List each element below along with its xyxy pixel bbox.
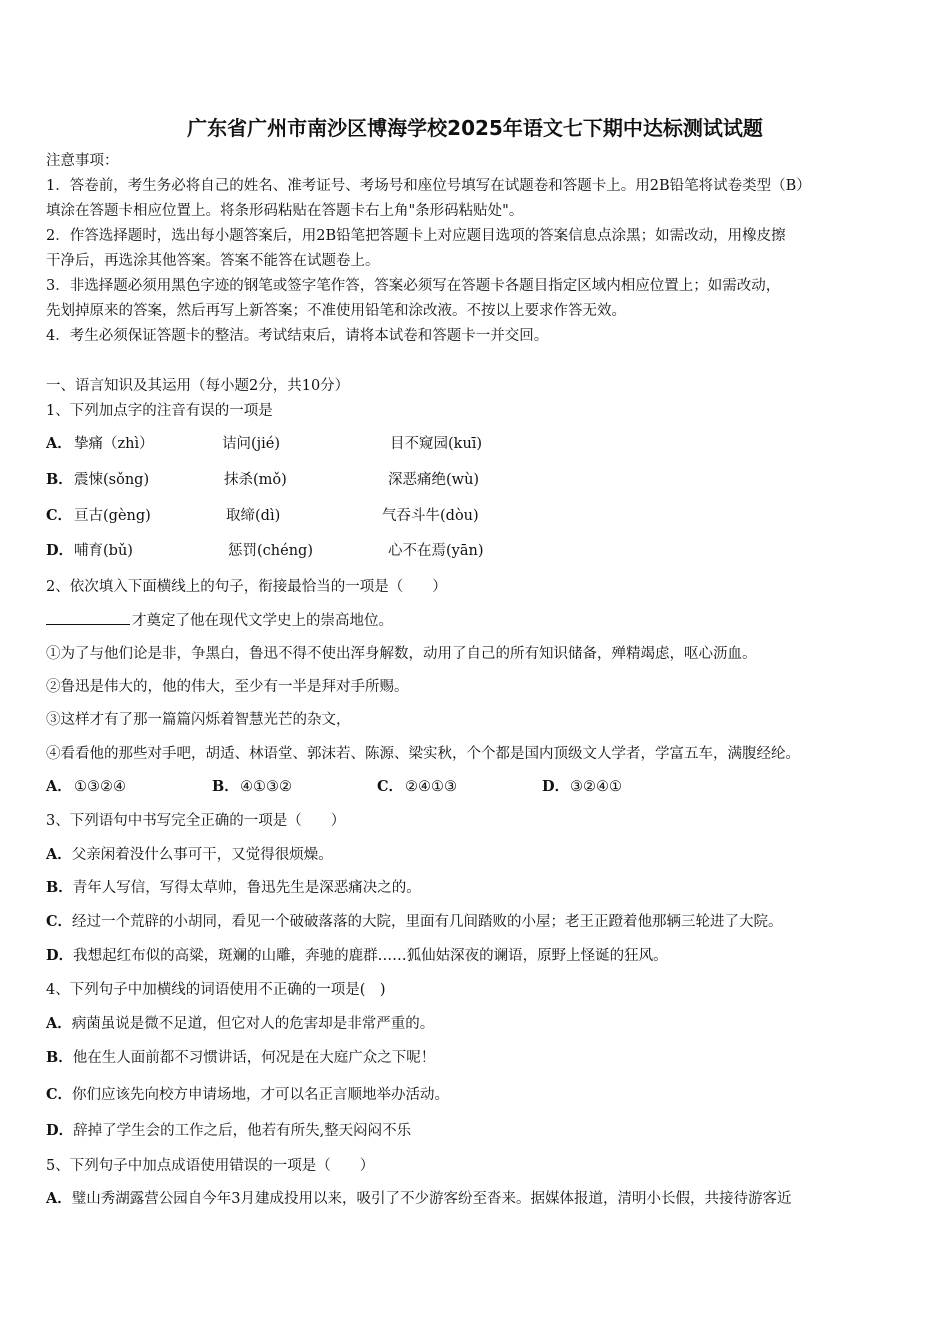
notice-line: 1．答卷前，考生务必将自己的姓名、准考证号、考场号和座位号填写在试题卷和答题卡上。用2B铅笔将试卷类型（B）: [46, 178, 811, 194]
answer-blank: [46, 610, 130, 625]
question-2-blank-line: 才奠定了他在现代文学史上的崇高地位。: [46, 610, 393, 631]
question-3-option-c: C．经过一个荒辟的小胡同，看见一个破破落落的大院，里面有几间踏败的小屋；老王正蹬着他那辆三轮进了大院。: [46, 913, 783, 930]
section-heading: 一、语言知识及其运用（每小题2分，共10分）: [46, 378, 350, 394]
notice-line: 3．非选择题必须用黑色字迹的钢笔或签字笔作答，答案必须写在答题卡各题目指定区域内相应位置上；如需改动，: [46, 278, 781, 294]
question-2-sentence: ①为了与他们论是非，争黑白，鲁迅不得不使出浑身解数，动用了自己的所有知识储备，殚精竭虑，呕心沥血。: [46, 646, 757, 662]
question-3-stem: 3、下列语句中书写完全正确的一项是（ ）: [46, 813, 346, 829]
notice-line: 2．作答选择题时，选出每小题答案后，用2B铅笔把答题卡上对应题目选项的答案信息点涂黑；如需改动，用橡皮擦: [46, 228, 786, 244]
question-5-option-a: A．璧山秀湖露营公园自今年3月建成投用以来，吸引了不少游客纷至沓来。据媒体报道，清明小长假，共接待游客近: [46, 1190, 792, 1207]
question-2-stem: 2、依次填入下面横线上的句子，衔接最恰当的一项是（ ）: [46, 579, 447, 595]
question-4-option-b: B．他在生人面前都不习惯讲话，何况是在大庭广众之下呢！: [46, 1049, 436, 1066]
notice-line: 4．考生必须保证答题卡的整洁。考试结束后，请将本试卷和答题卡一并交回。: [46, 328, 549, 344]
notice-line: 先划掉原来的答案，然后再写上新答案；不准使用铅笔和涂改液。不按以上要求作答无效。: [46, 303, 626, 319]
notice-line: 干净后，再选涂其他答案。答案不能答在试题卷上。: [46, 253, 380, 269]
question-2-sentence: ③这样才有了那一篇篇闪烁着智慧光芒的杂文，: [46, 712, 351, 728]
question-4-stem: 4、下列句子中加横线的词语使用不正确的一项是( ): [46, 982, 386, 998]
question-3-option-b: B．青年人写信，写得太草帅，鲁迅先生是深恶痛决之的。: [46, 879, 421, 896]
question-2-sentence: ④看看他的那些对手吧，胡适、林语堂、郭沫若、陈源、梁实秋，个个都是国内顶级文人学者，学富五车，满腹经纶。: [46, 746, 800, 762]
exam-page: 广东省广州市南沙区博海学校2025年语文七下期中达标测试试题 注意事项： 1．答卷前，考生务必将自己的姓名、准考证号、考场号和座位号填写在试题卷和答题卡上。用2B铅笔将试卷类型（B） 填涂在答题卡相应位置上。将条形码粘贴在答题卡右上角"条形码粘贴处"。 2．作答选择题时，选出每小题答案后，用2B铅笔把答题卡上对应题目选项的答案信息点涂黑；如需改动，用橡皮擦 干净后，再选涂其他答案。答案不能答在试题卷上。 3．非选择题必须用黑色字迹的钢笔或签字笔作答，答案必须写在答题卡各题目指定区域内相应位置上；如需改动， 先划掉原来的答案，然后再写上新答案；不准使用铅笔和涂改液。不按以上要求作答无效。 4．考生必须保证答题卡的整洁。考试结束后，请将本试卷和答题卡一并交回。 一、语言知识及其运用（每小题2分，共10分） 1、下列加点字的注音有误的一项是 A． 挚痛（zhì） 诘问(jié) 目不窥园(kuī) B． 震悚(sǒng) 抹杀(mǒ) 深恶痛绝(wù) C． 亘古(gèng) 取缔(dì) 气吞斗牛(dòu) D． 哺育(bǔ) 惩罚(chéng) 心不在焉(yān) 2、依次填入下面横线上的句子，衔接最恰当的一项是（ ） 才奠定了他在现代文学史上的崇高地位。 ①为了与他们论是非，争黑白，鲁迅不得不使出浑身解数，动用了自己的所有知识储备，殚精竭虑，呕心沥血。 ②鲁迅是伟大的，他的伟大，至少有一半是拜对手所赐。 ③这样才有了那一篇篇闪烁着智慧光芒的杂文， ④看看他的那些对手吧，胡适、林语堂、郭沫若、陈源、梁实秋，个个都是国内顶级文人学者，学富五车，满腹经纶。 A． ①③②④ B． ④①③② C． ②④①③ D． ③②④① 3、下列语句中书写完全正确的一项是（ ） A．父亲闲着没什么事可干，又觉得很烦燥。 B．青年人写信，写得太草帅，鲁迅先生是深恶痛决之的。 C．经过一个荒辟的小胡同，看见一个破破落落的大院，里面有几间踏败的小屋；老王正蹬着他那辆三轮进了大院。 D．我想起红布似的高粱，斑斓的山雕，奔驰的鹿群……狐仙姑深夜的谰语，原野上怪诞的狂风。 4、下列句子中加横线的词语使用不正确的一项是( ) A．病菌虽说是微不足道，但它对人的危害却是非常严重的。 B．他在生人面前都不习惯讲话，何况是在大庭广众之下呢！ C．你们应该先向校方申请场地，才可以名正言顺地举办活动。 D．辞掉了学生会的工作之后，他若有所失,整天闷闷不乐 5、下列句子中加点成语使用错误的一项是（ ） A．璧山秀湖露营公园自今年3月建成投用以来，吸引了不少游客纷至沓来。据媒体报道，清明小长假，共接待游客近: [0, 0, 950, 1344]
question-3-option-d: D．我想起红布似的高粱，斑斓的山雕，奔驰的鹿群……狐仙姑深夜的谰语，原野上怪诞的狂风。: [46, 947, 668, 964]
question-3-option-a: A．父亲闲着没什么事可干，又觉得很烦燥。: [46, 846, 333, 863]
question-4-option-d: D．辞掉了学生会的工作之后，他若有所失,整天闷闷不乐: [46, 1122, 412, 1139]
page-title: 广东省广州市南沙区博海学校2025年语文七下期中达标测试试题: [187, 116, 763, 140]
notice-line: 填涂在答题卡相应位置上。将条形码粘贴在答题卡右上角"条形码粘贴处"。: [46, 203, 524, 219]
question-5-stem: 5、下列句子中加点成语使用错误的一项是（ ）: [46, 1158, 375, 1174]
question-2-sentence: ②鲁迅是伟大的，他的伟大，至少有一半是拜对手所赐。: [46, 679, 409, 695]
question-4-option-a: A．病菌虽说是微不足道，但它对人的危害却是非常严重的。: [46, 1015, 435, 1032]
notice-heading: 注意事项：: [46, 153, 119, 169]
question-1-stem: 1、下列加点字的注音有误的一项是: [46, 403, 273, 419]
question-4-option-c: C．你们应该先向校方申请场地，才可以名正言顺地举办活动。: [46, 1086, 450, 1103]
